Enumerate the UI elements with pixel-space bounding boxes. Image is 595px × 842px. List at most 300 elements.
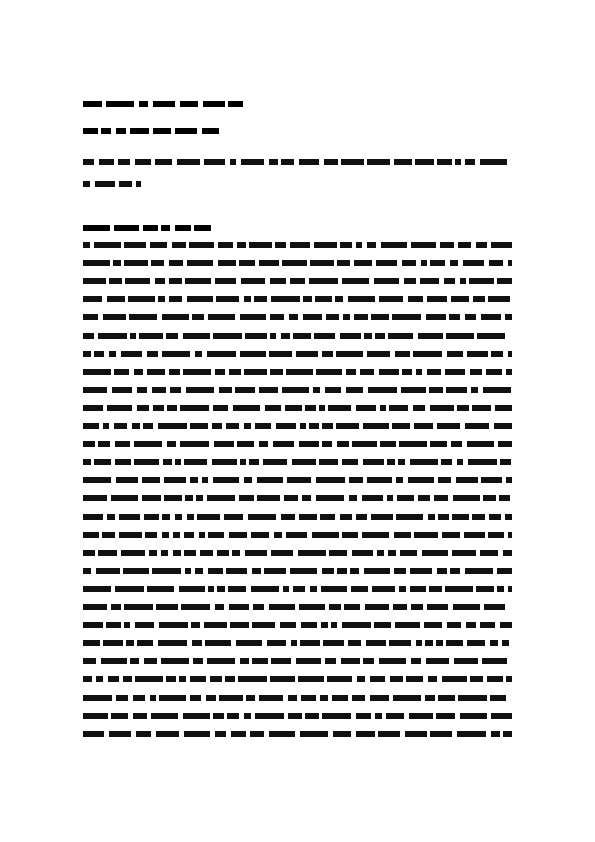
text-word-mark xyxy=(107,296,125,302)
text-word-mark xyxy=(229,369,241,375)
text-word-mark xyxy=(497,278,512,284)
text-word-mark xyxy=(175,459,181,465)
text-word-mark xyxy=(204,159,225,165)
text-word-mark xyxy=(137,405,149,411)
text-word-mark xyxy=(98,550,117,556)
text-word-mark xyxy=(162,351,190,357)
text-word-mark xyxy=(396,514,423,520)
text-word-mark xyxy=(298,676,324,682)
text-word-mark xyxy=(296,658,321,664)
text-word-mark xyxy=(430,260,445,266)
text-word-mark xyxy=(106,622,121,628)
text-word-mark xyxy=(155,159,172,165)
text-word-mark xyxy=(444,278,455,284)
text-word-mark xyxy=(229,604,249,610)
text-word-mark xyxy=(158,296,165,302)
text-word-mark xyxy=(457,405,469,411)
text-word-mark xyxy=(116,477,138,483)
text-word-mark xyxy=(271,658,291,664)
text-word-mark xyxy=(111,604,121,610)
text-word-mark xyxy=(426,314,446,320)
text-word-mark xyxy=(446,387,467,393)
text-word-mark xyxy=(143,423,153,429)
text-word-mark xyxy=(208,532,224,538)
text-word-mark xyxy=(183,713,210,719)
body-line-24 xyxy=(83,657,512,665)
text-word-mark xyxy=(377,550,384,556)
text-word-mark xyxy=(244,423,251,429)
text-word-mark xyxy=(239,495,254,501)
text-word-mark xyxy=(99,159,114,165)
body-line-15 xyxy=(83,494,512,502)
text-word-mark xyxy=(156,604,178,610)
text-word-mark xyxy=(269,731,295,737)
text-word-mark xyxy=(164,477,186,483)
text-word-mark xyxy=(410,459,438,465)
text-word-mark xyxy=(202,128,219,134)
text-word-mark xyxy=(83,387,107,393)
text-word-mark xyxy=(337,568,347,574)
text-word-mark xyxy=(416,369,422,375)
text-word-mark xyxy=(327,676,352,682)
text-word-mark xyxy=(226,568,247,574)
text-word-mark xyxy=(133,695,145,701)
body-line-11 xyxy=(83,422,512,430)
text-word-mark xyxy=(299,514,317,520)
text-word-mark xyxy=(379,658,406,664)
text-word-mark xyxy=(175,225,191,231)
text-word-mark xyxy=(114,423,127,429)
text-word-mark xyxy=(486,369,502,375)
text-word-mark xyxy=(196,495,203,501)
text-word-mark xyxy=(169,369,180,375)
text-word-mark xyxy=(367,242,376,248)
text-word-mark xyxy=(464,532,485,538)
text-word-mark xyxy=(454,658,478,664)
text-word-mark xyxy=(166,333,178,339)
text-word-mark xyxy=(319,459,338,465)
text-word-mark xyxy=(352,441,377,447)
text-word-mark xyxy=(161,225,170,231)
body-line-20 xyxy=(83,585,512,593)
text-word-mark xyxy=(406,676,423,682)
text-word-mark xyxy=(394,532,411,538)
text-word-mark xyxy=(173,532,180,538)
text-word-mark xyxy=(246,695,255,701)
text-word-mark xyxy=(428,514,435,520)
text-word-mark xyxy=(235,387,255,393)
text-word-mark xyxy=(83,731,104,737)
text-word-mark xyxy=(194,225,211,231)
text-word-mark xyxy=(119,532,142,538)
text-word-mark xyxy=(400,550,417,556)
text-word-mark xyxy=(500,622,512,628)
text-word-mark xyxy=(337,441,349,447)
text-word-mark xyxy=(187,514,194,520)
text-word-mark xyxy=(288,695,297,701)
text-word-mark xyxy=(123,568,149,574)
text-word-mark xyxy=(83,514,103,520)
text-word-mark xyxy=(183,333,210,339)
text-word-mark xyxy=(342,532,358,538)
text-word-mark xyxy=(83,405,103,411)
text-word-mark xyxy=(470,676,483,682)
text-word-mark xyxy=(387,495,393,501)
text-word-mark xyxy=(136,181,141,187)
text-word-mark xyxy=(503,731,512,737)
text-word-mark xyxy=(489,514,501,520)
text-word-mark xyxy=(348,640,361,646)
text-word-mark xyxy=(106,101,134,107)
text-word-mark xyxy=(300,731,328,737)
text-word-mark xyxy=(166,676,176,682)
text-word-mark xyxy=(215,731,226,737)
text-word-mark xyxy=(152,568,181,574)
text-word-mark xyxy=(129,314,157,320)
text-word-mark xyxy=(364,568,390,574)
text-word-mark xyxy=(386,713,404,719)
text-word-mark xyxy=(273,441,294,447)
text-word-mark xyxy=(488,296,510,302)
text-word-mark xyxy=(101,658,127,664)
text-word-mark xyxy=(508,586,512,592)
text-word-mark xyxy=(344,604,360,610)
text-word-mark xyxy=(231,731,246,737)
text-word-mark xyxy=(124,622,130,628)
body-line-27 xyxy=(83,712,512,720)
text-word-mark xyxy=(240,351,266,357)
text-word-mark xyxy=(316,369,342,375)
text-word-mark xyxy=(255,713,284,719)
text-word-mark xyxy=(428,676,437,682)
text-word-mark xyxy=(463,260,484,266)
text-word-mark xyxy=(480,159,507,165)
text-word-mark xyxy=(288,713,302,719)
text-word-mark xyxy=(491,242,512,248)
text-word-mark xyxy=(337,260,350,266)
text-word-mark xyxy=(502,640,509,646)
text-word-mark xyxy=(497,568,512,574)
text-word-mark xyxy=(192,314,204,320)
text-word-mark xyxy=(98,441,110,447)
text-word-mark xyxy=(427,369,441,375)
text-word-mark xyxy=(354,260,372,266)
text-word-mark xyxy=(381,242,407,248)
text-word-mark xyxy=(299,159,319,165)
text-word-mark xyxy=(447,351,463,357)
text-word-mark xyxy=(370,676,385,682)
text-word-mark xyxy=(83,242,90,248)
text-word-mark xyxy=(83,695,112,701)
text-word-mark xyxy=(367,351,390,357)
text-word-mark xyxy=(299,604,325,610)
text-word-mark xyxy=(290,278,305,284)
body-line-1 xyxy=(83,241,512,249)
text-word-mark xyxy=(143,225,158,231)
text-word-mark xyxy=(102,532,115,538)
text-word-mark xyxy=(482,658,507,664)
text-word-mark xyxy=(442,676,467,682)
text-word-mark xyxy=(159,695,186,701)
text-word-mark xyxy=(83,181,90,187)
text-word-mark xyxy=(270,676,295,682)
text-word-mark xyxy=(329,550,347,556)
text-word-mark xyxy=(331,622,337,628)
text-word-mark xyxy=(195,351,202,357)
text-word-mark xyxy=(197,514,220,520)
text-word-mark xyxy=(309,423,319,429)
text-word-mark xyxy=(130,333,136,339)
text-word-mark xyxy=(420,278,439,284)
text-word-mark xyxy=(95,181,115,187)
text-word-mark xyxy=(190,477,198,483)
text-word-mark xyxy=(374,278,399,284)
text-word-mark xyxy=(153,128,171,134)
text-word-mark xyxy=(130,128,149,134)
text-word-mark xyxy=(404,278,416,284)
text-word-mark xyxy=(349,477,363,483)
text-word-mark xyxy=(371,514,393,520)
text-word-mark xyxy=(180,405,209,411)
text-word-mark xyxy=(126,640,134,646)
body-line-26 xyxy=(83,694,512,702)
text-word-mark xyxy=(341,159,364,165)
text-word-mark xyxy=(83,369,111,375)
section-heading xyxy=(83,224,211,232)
text-word-mark xyxy=(320,695,328,701)
text-word-mark xyxy=(115,459,131,465)
text-word-mark xyxy=(340,242,352,248)
text-word-mark xyxy=(414,423,433,429)
text-word-mark xyxy=(207,495,235,501)
text-word-mark xyxy=(245,550,267,556)
text-word-mark xyxy=(96,676,103,682)
text-word-mark xyxy=(293,586,305,592)
text-word-mark xyxy=(503,550,512,556)
text-word-mark xyxy=(121,351,142,357)
text-word-mark xyxy=(236,640,262,646)
text-word-mark xyxy=(139,101,148,107)
text-word-mark xyxy=(389,640,411,646)
text-word-mark xyxy=(411,242,436,248)
text-word-mark xyxy=(342,278,369,284)
text-word-mark xyxy=(115,586,144,592)
text-word-mark xyxy=(244,477,252,483)
body-line-28 xyxy=(83,730,512,738)
text-word-mark xyxy=(506,676,512,682)
body-line-2 xyxy=(83,259,512,267)
text-word-mark xyxy=(259,441,268,447)
text-word-mark xyxy=(208,568,223,574)
text-word-mark xyxy=(158,423,187,429)
text-word-mark xyxy=(219,387,232,393)
text-word-mark xyxy=(301,695,316,701)
text-word-mark xyxy=(107,405,132,411)
text-word-mark xyxy=(191,622,200,628)
text-word-mark xyxy=(111,713,128,719)
text-word-mark xyxy=(108,676,119,682)
text-word-mark xyxy=(167,405,177,411)
abstract-line-1 xyxy=(83,158,512,166)
text-word-mark xyxy=(393,695,421,701)
text-word-mark xyxy=(480,550,498,556)
text-word-mark xyxy=(324,159,338,165)
text-word-mark xyxy=(336,351,363,357)
text-word-mark xyxy=(402,369,412,375)
text-word-mark xyxy=(192,640,202,646)
text-word-mark xyxy=(380,405,386,411)
text-word-mark xyxy=(322,713,351,719)
text-word-mark xyxy=(466,622,476,628)
text-word-mark xyxy=(144,514,159,520)
text-word-mark xyxy=(114,225,139,231)
text-word-mark xyxy=(430,731,452,737)
text-word-mark xyxy=(348,296,375,302)
text-word-mark xyxy=(244,713,251,719)
text-word-mark xyxy=(228,586,246,592)
text-word-mark xyxy=(438,477,451,483)
text-word-mark xyxy=(413,405,425,411)
text-word-mark xyxy=(405,731,427,737)
text-word-mark xyxy=(83,333,94,339)
text-word-mark xyxy=(292,459,316,465)
text-word-mark xyxy=(396,477,403,483)
text-word-mark xyxy=(109,731,131,737)
text-word-mark xyxy=(265,405,281,411)
text-word-mark xyxy=(241,159,264,165)
text-word-mark xyxy=(257,477,283,483)
abstract-line-2 xyxy=(83,180,141,188)
text-word-mark xyxy=(365,604,389,610)
text-word-mark xyxy=(213,333,242,339)
body-line-12 xyxy=(83,440,512,448)
text-word-mark xyxy=(185,568,191,574)
text-word-mark xyxy=(425,695,435,701)
text-word-mark xyxy=(281,514,295,520)
text-word-mark xyxy=(183,369,211,375)
text-word-mark xyxy=(434,495,448,501)
text-word-mark xyxy=(202,477,208,483)
text-word-mark xyxy=(159,622,188,628)
text-word-mark xyxy=(413,351,442,357)
text-word-mark xyxy=(270,314,284,320)
text-word-mark xyxy=(460,713,487,719)
text-word-mark xyxy=(498,441,512,447)
text-word-mark xyxy=(217,550,229,556)
text-word-mark xyxy=(109,351,116,357)
text-word-mark xyxy=(161,550,168,556)
text-word-mark xyxy=(147,586,174,592)
text-word-mark xyxy=(468,459,497,465)
text-word-mark xyxy=(473,296,485,302)
text-word-mark xyxy=(227,713,239,719)
text-word-mark xyxy=(305,405,316,411)
text-word-mark xyxy=(467,640,485,646)
text-word-mark xyxy=(123,676,132,682)
text-word-mark xyxy=(251,532,269,538)
text-word-mark xyxy=(282,260,307,266)
text-word-mark xyxy=(392,314,421,320)
text-word-mark xyxy=(388,550,396,556)
text-word-mark xyxy=(135,159,151,165)
text-word-mark xyxy=(395,351,410,357)
text-word-mark xyxy=(340,333,361,339)
body-line-13 xyxy=(83,458,512,466)
text-word-mark xyxy=(356,731,375,737)
text-word-mark xyxy=(190,423,208,429)
text-word-mark xyxy=(213,477,239,483)
text-word-mark xyxy=(119,181,132,187)
text-word-mark xyxy=(364,333,372,339)
text-word-mark xyxy=(322,568,334,574)
text-word-mark xyxy=(116,695,128,701)
body-line-4 xyxy=(83,295,512,303)
text-word-mark xyxy=(83,713,108,719)
text-word-mark xyxy=(394,159,412,165)
text-word-mark xyxy=(469,278,494,284)
text-word-mark xyxy=(321,622,328,628)
text-word-mark xyxy=(451,441,462,447)
text-word-mark xyxy=(83,459,91,465)
text-word-mark xyxy=(450,568,460,574)
text-word-mark xyxy=(422,550,448,556)
text-word-mark xyxy=(300,640,320,646)
text-word-mark xyxy=(132,423,140,429)
text-word-mark xyxy=(280,622,296,628)
text-word-mark xyxy=(150,695,156,701)
text-word-mark xyxy=(491,351,503,357)
text-word-mark xyxy=(409,713,433,719)
text-word-mark xyxy=(252,622,275,628)
text-word-mark xyxy=(322,441,332,447)
text-word-mark xyxy=(103,640,123,646)
text-word-mark xyxy=(445,586,473,592)
text-word-mark xyxy=(303,296,312,302)
text-word-mark xyxy=(362,532,389,538)
text-word-mark xyxy=(253,604,264,610)
text-word-mark xyxy=(411,658,421,664)
text-word-mark xyxy=(193,658,203,664)
text-word-mark xyxy=(301,622,317,628)
text-word-mark xyxy=(351,586,368,592)
text-word-mark xyxy=(161,658,189,664)
text-word-mark xyxy=(408,477,434,483)
text-word-mark xyxy=(149,550,157,556)
text-word-mark xyxy=(399,586,406,592)
text-word-mark xyxy=(255,423,271,429)
text-word-mark xyxy=(83,586,111,592)
text-word-mark xyxy=(489,260,503,266)
text-word-mark xyxy=(184,459,207,465)
text-word-mark xyxy=(225,676,235,682)
text-word-mark xyxy=(83,568,91,574)
text-word-mark xyxy=(296,351,318,357)
text-word-mark xyxy=(470,369,482,375)
body-line-16 xyxy=(83,513,512,521)
text-word-mark xyxy=(494,423,512,429)
text-word-mark xyxy=(133,713,147,719)
text-word-mark xyxy=(508,351,512,357)
text-word-mark xyxy=(270,278,286,284)
body-line-5 xyxy=(83,313,512,321)
text-word-mark xyxy=(83,532,99,538)
text-word-mark xyxy=(216,296,239,302)
text-word-mark xyxy=(207,658,235,664)
text-word-mark xyxy=(230,159,236,165)
text-word-mark xyxy=(437,568,447,574)
text-word-mark xyxy=(224,514,243,520)
text-word-mark xyxy=(283,586,289,592)
